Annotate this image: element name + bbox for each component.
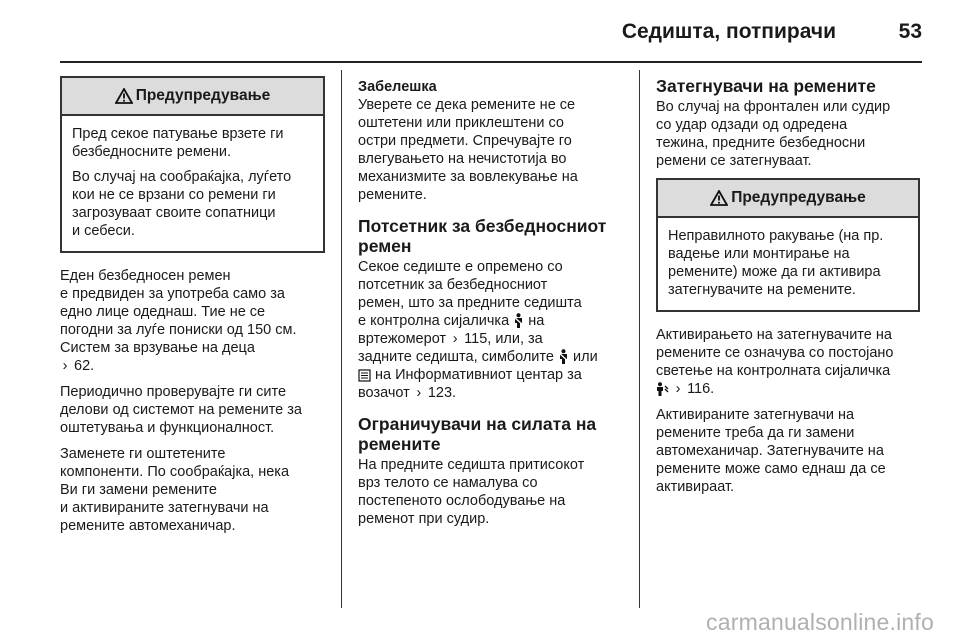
paragraph bbox=[358, 258, 624, 402]
paragraph bbox=[60, 267, 325, 375]
column-1 bbox=[60, 76, 325, 543]
paragraph-text: на Информативниот центар за bbox=[375, 367, 582, 383]
belt-tensioner-icon bbox=[656, 382, 669, 396]
warning-text-1: Пред секое патување врзете ги безбедносните ремени. bbox=[72, 126, 284, 160]
paragraph-text: Активирањето на затегнувачите на ремените се означува со постојано светење на контролната сијаличка bbox=[656, 327, 894, 379]
paragraph-text: вртежомерот bbox=[358, 331, 447, 347]
info-display-icon bbox=[358, 369, 371, 382]
warning-text-2: Во случај на сообраќајка, луѓето кои не се врзани со ремени ги загрозуваат своите сопатници и себеси. bbox=[72, 169, 292, 239]
warning-box-2 bbox=[656, 178, 920, 312]
paragraph-text: возачот bbox=[358, 385, 410, 401]
warning-title: Предупредување bbox=[731, 189, 866, 206]
header-rule bbox=[60, 61, 922, 63]
note-body: Уверете се дека ремените не се оштетени или приклештени со остри предмети. Спречувајте го влегувањето на нечистотија во механизмите за вовлекување на ремените. bbox=[358, 97, 578, 203]
warning-title: Предупредување bbox=[135, 87, 271, 104]
page-reference: 62. bbox=[74, 358, 95, 374]
paragraph-text: Еден безбедносен ремен е предвиден за употреба само за едно лице одеднаш. Тие не се погодни за луѓе пониски од 150 см. Систем за врзување на деца bbox=[60, 268, 297, 356]
column-divider-left bbox=[341, 70, 342, 608]
page-header bbox=[60, 12, 922, 58]
warning-body bbox=[62, 116, 323, 251]
seatbelt-reminder-icon bbox=[558, 349, 569, 364]
paragraph: Во случај на фронтален или судир со удар одзади од одредена тежина, предните безбедносни ремени се затегнуваат. bbox=[656, 99, 891, 169]
paragraph: Активираните затегнувачи на ремените треба да ги замени автомеханичар. Затегнувачите на ремените може само еднаш да се активираат. bbox=[656, 407, 886, 495]
warning-header bbox=[658, 180, 918, 218]
paragraph: На предните седишта притисокот врз телото се намалува со постепеното ослободување на ременот при судир. bbox=[358, 457, 585, 527]
page-reference-arrow-icon: › bbox=[675, 381, 681, 397]
warning-triangle-icon bbox=[115, 88, 133, 104]
paragraph-text: 123. bbox=[427, 385, 457, 401]
seatbelt-reminder-icon bbox=[513, 313, 524, 328]
section-heading: Потсетник за безбедносниот ремен bbox=[358, 216, 607, 256]
warning-header bbox=[62, 78, 323, 116]
column-3 bbox=[656, 76, 920, 504]
section-heading: Ограничувачи на силата на ремените bbox=[358, 414, 597, 454]
page-reference: 116. bbox=[687, 381, 715, 397]
section-heading: Затегнувачи на ремените bbox=[656, 76, 876, 96]
paragraph: Заменете ги оштетените компоненти. По сообраќајка, нека Ви ги замени ремените и активираните затегнувачи на ремените автомеханичар. bbox=[60, 446, 290, 534]
watermark: carmanualsonline.info bbox=[706, 609, 934, 635]
paragraph-text: Секое седиште е опремено со потсетник за безбедносниот ремен, што за предните седишта е контролна сијаличка bbox=[358, 259, 582, 329]
column-divider-right bbox=[639, 70, 640, 608]
warning-body bbox=[658, 218, 918, 310]
paragraph: Периодично проверувајте ги сите делови од системот на ремените за оштетувања и функционалност. bbox=[60, 384, 302, 436]
column-2 bbox=[358, 78, 624, 536]
page-number: 53 bbox=[898, 20, 922, 43]
paragraph-text: задните седишта, симболите bbox=[358, 349, 554, 365]
paragraph bbox=[656, 326, 920, 398]
paragraph-text: 115, или, за bbox=[464, 331, 543, 347]
warning-box-1 bbox=[60, 76, 325, 253]
note-title: Забелешка bbox=[358, 79, 437, 95]
warning-triangle-icon bbox=[710, 190, 728, 206]
paragraph-text: или bbox=[573, 349, 598, 365]
header-title: Седишта, потпирачи bbox=[621, 20, 836, 43]
page-reference-arrow-icon: › bbox=[416, 385, 422, 401]
paragraph-text: на bbox=[528, 313, 545, 329]
page-reference-arrow-icon: › bbox=[62, 358, 68, 374]
warning-text: Неправилното ракување (на пр. вадење или монтирање на ремените) може да ги активира затегнувачите на ремените. bbox=[668, 228, 884, 298]
page-reference-arrow-icon: › bbox=[452, 331, 458, 347]
